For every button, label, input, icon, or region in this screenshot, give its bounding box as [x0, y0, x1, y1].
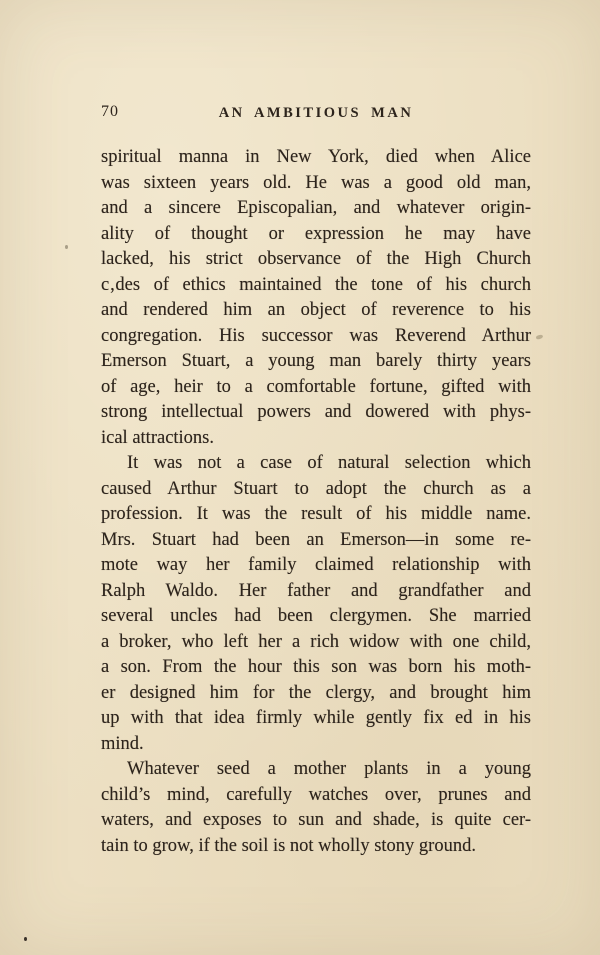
text-line: Ralph Waldo. Her father and grandfather and — [101, 580, 531, 601]
text-line: strong intellectual powers and dowered with phys- — [101, 402, 531, 422]
text-line: mote way her family claimed relationship with — [101, 555, 531, 575]
text-line: mind. — [101, 733, 144, 754]
text-line: Whatever seed a mother plants in a young — [127, 759, 531, 779]
text-line: ality of thought or expression he may have — [101, 223, 531, 244]
text-line: tain to grow, if the soil is not wholly stony ground. — [101, 835, 476, 856]
text-line: c‚des of ethics maintained the tone of his church — [101, 274, 531, 295]
text-line: Mrs. Stuart had been an Emerson—in some re- — [101, 529, 531, 550]
text-line: was sixteen years old. He was a good old man, — [101, 172, 531, 193]
text-line: It was not a case of natural selection which — [127, 453, 531, 473]
page-number: 70 — [101, 103, 119, 120]
running-header-title: AN AMBITIOUS MAN — [218, 105, 414, 121]
text-line: ical attractions. — [101, 427, 215, 448]
text-line: of age, heir to a comfortable fortune, gifted with — [101, 376, 531, 397]
text-line: up with that idea firmly while gently fix ed in his — [101, 708, 531, 728]
text-line: several uncles had been clergymen. She married — [101, 606, 531, 626]
text-block — [101, 145, 531, 859]
paper-speck — [24, 937, 27, 941]
text-line: a broker, who left her a rich widow with one child, — [101, 631, 531, 652]
text-line: congregation. His successor was Reverend Arthur — [101, 325, 531, 346]
text-line: spiritual manna in New York, died when Alice — [101, 147, 531, 167]
text-line: and rendered him an object of reverence to his — [101, 300, 531, 320]
page-header — [101, 103, 531, 125]
paper-speck — [536, 334, 544, 340]
text-line: and a sincere Episcopalian, and whatever origin- — [101, 198, 531, 218]
text-line: caused Arthur Stuart to adopt the church as a — [101, 478, 531, 499]
text-line: er designed him for the clergy, and brought him — [101, 682, 531, 703]
text-line: child’s mind, carefully watches over, prunes and — [101, 784, 531, 805]
text-line: lacked, his strict observance of the High Church — [101, 249, 531, 269]
text-line: a son. From the hour this son was born his moth- — [101, 657, 531, 677]
paper-speck — [65, 245, 68, 249]
text-line: Emerson Stuart, a young man barely thirty years — [101, 351, 531, 371]
text-line: profession. It was the result of his middle name. — [101, 504, 531, 524]
text-line: waters, and exposes to sun and shade, is quite cer- — [101, 810, 531, 830]
